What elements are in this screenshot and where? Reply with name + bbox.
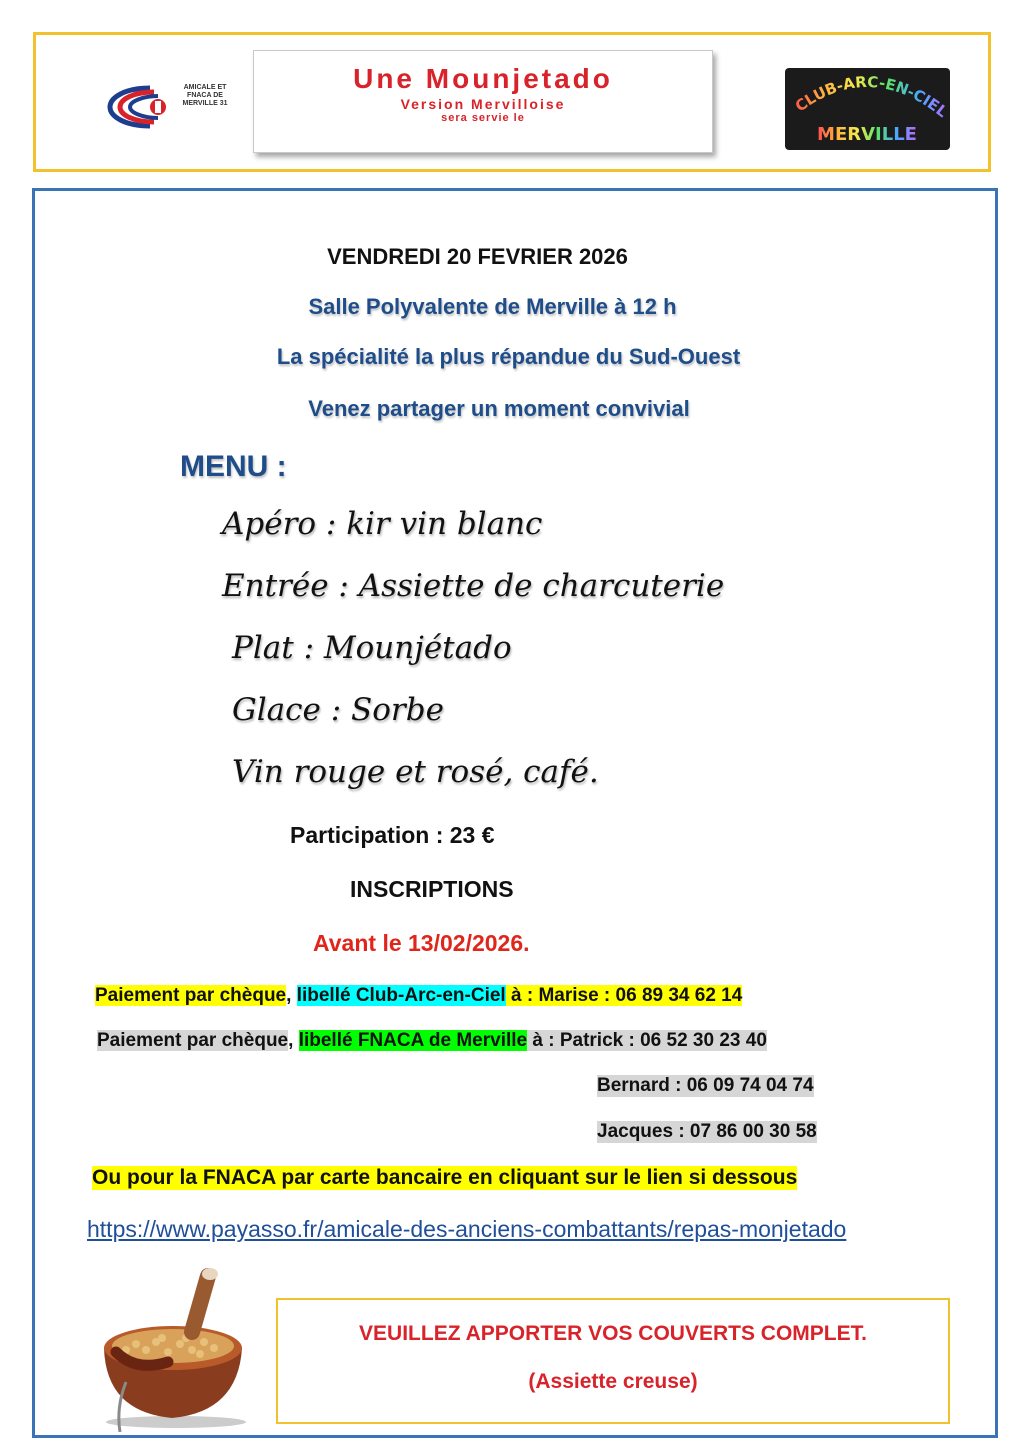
main-frame	[32, 188, 998, 1438]
card-payment-note: Ou pour la FNACA par carte bancaire en cliquant sur le lien si dessous	[92, 1166, 798, 1189]
amicale-fnaca-logo-text: AMICALE ET FNACA DE MERVILLE 31	[182, 84, 228, 107]
page-subtitle: Version Mervilloise	[400, 96, 566, 112]
participation-price: Participation : 23 €	[290, 822, 495, 848]
payment-method-label: Paiement par chèque	[95, 985, 287, 1006]
payment-payee-club: libellé Club-Arc-en-Ciel	[296, 985, 506, 1006]
menu-item-apero: Apéro : kir vin blanc	[222, 506, 543, 542]
payment-contact-jacques: Jacques : 07 86 00 30 58	[597, 1121, 817, 1142]
menu-item-glace: Glace : Sorbe	[232, 692, 444, 728]
page-title: Une Mounjetado	[353, 63, 613, 94]
page-subtitle-2: sera servie le	[441, 112, 525, 124]
cutlery-notice-detail: (Assiette creuse)	[528, 1370, 698, 1393]
menu-item-entree: Entrée : Assiette de charcuterie	[222, 568, 725, 604]
inscriptions-heading: INSCRIPTIONS	[350, 876, 514, 902]
menu-item-plat: Plat : Mounjétado	[232, 630, 512, 666]
payment-line-club	[95, 985, 742, 1007]
event-date: VENDREDI 20 FEVRIER 2026	[327, 244, 628, 269]
logo-arc-text: CLUB-ARC-EN-CIEL	[791, 72, 950, 121]
mounjetado-dish-image	[96, 1262, 248, 1432]
menu-item-vin: Vin rouge et rosé, café.	[232, 754, 599, 790]
logo-merville-text: MERVILLE	[817, 124, 917, 145]
event-specialty: La spécialité la plus répandue du Sud-Ouest	[276, 344, 741, 369]
payment-contact-bernard: Bernard : 06 09 74 04 74	[597, 1075, 814, 1096]
club-arc-en-ciel-logo-icon	[785, 68, 950, 150]
payment-line-fnaca	[97, 1030, 767, 1052]
cassole-dish-icon	[96, 1262, 248, 1432]
payment-separator: ,	[288, 1030, 299, 1051]
inscriptions-deadline: Avant le 13/02/2026.	[313, 930, 530, 956]
payment-contact-marise: à : Marise : 06 89 34 62 14	[505, 985, 743, 1006]
cutlery-notice-box	[276, 1298, 950, 1424]
event-invitation: Venez partager un moment convivial	[308, 396, 690, 421]
title-card	[253, 50, 713, 153]
club-arc-en-ciel-logo	[785, 68, 950, 150]
cutlery-notice: VEUILLEZ APPORTER VOS COUVERTS COMPLET.	[359, 1322, 867, 1345]
payment-payee-fnaca: libellé FNACA de Merville	[298, 1030, 528, 1051]
svg-text:CLUB-ARC-EN-CIEL	[792, 73, 950, 121]
payasso-payment-link[interactable]: https://www.payasso.fr/amicale-des-anciens-combattants/repas-monjetado	[87, 1216, 847, 1242]
payment-separator: ,	[286, 985, 297, 1006]
menu-heading: MENU :	[180, 450, 287, 483]
event-venue: Salle Polyvalente de Merville à 12 h	[308, 294, 677, 319]
payment-contact-patrick: à : Patrick : 06 52 30 23 40	[527, 1030, 767, 1051]
payment-method-label: Paiement par chèque	[97, 1030, 289, 1051]
